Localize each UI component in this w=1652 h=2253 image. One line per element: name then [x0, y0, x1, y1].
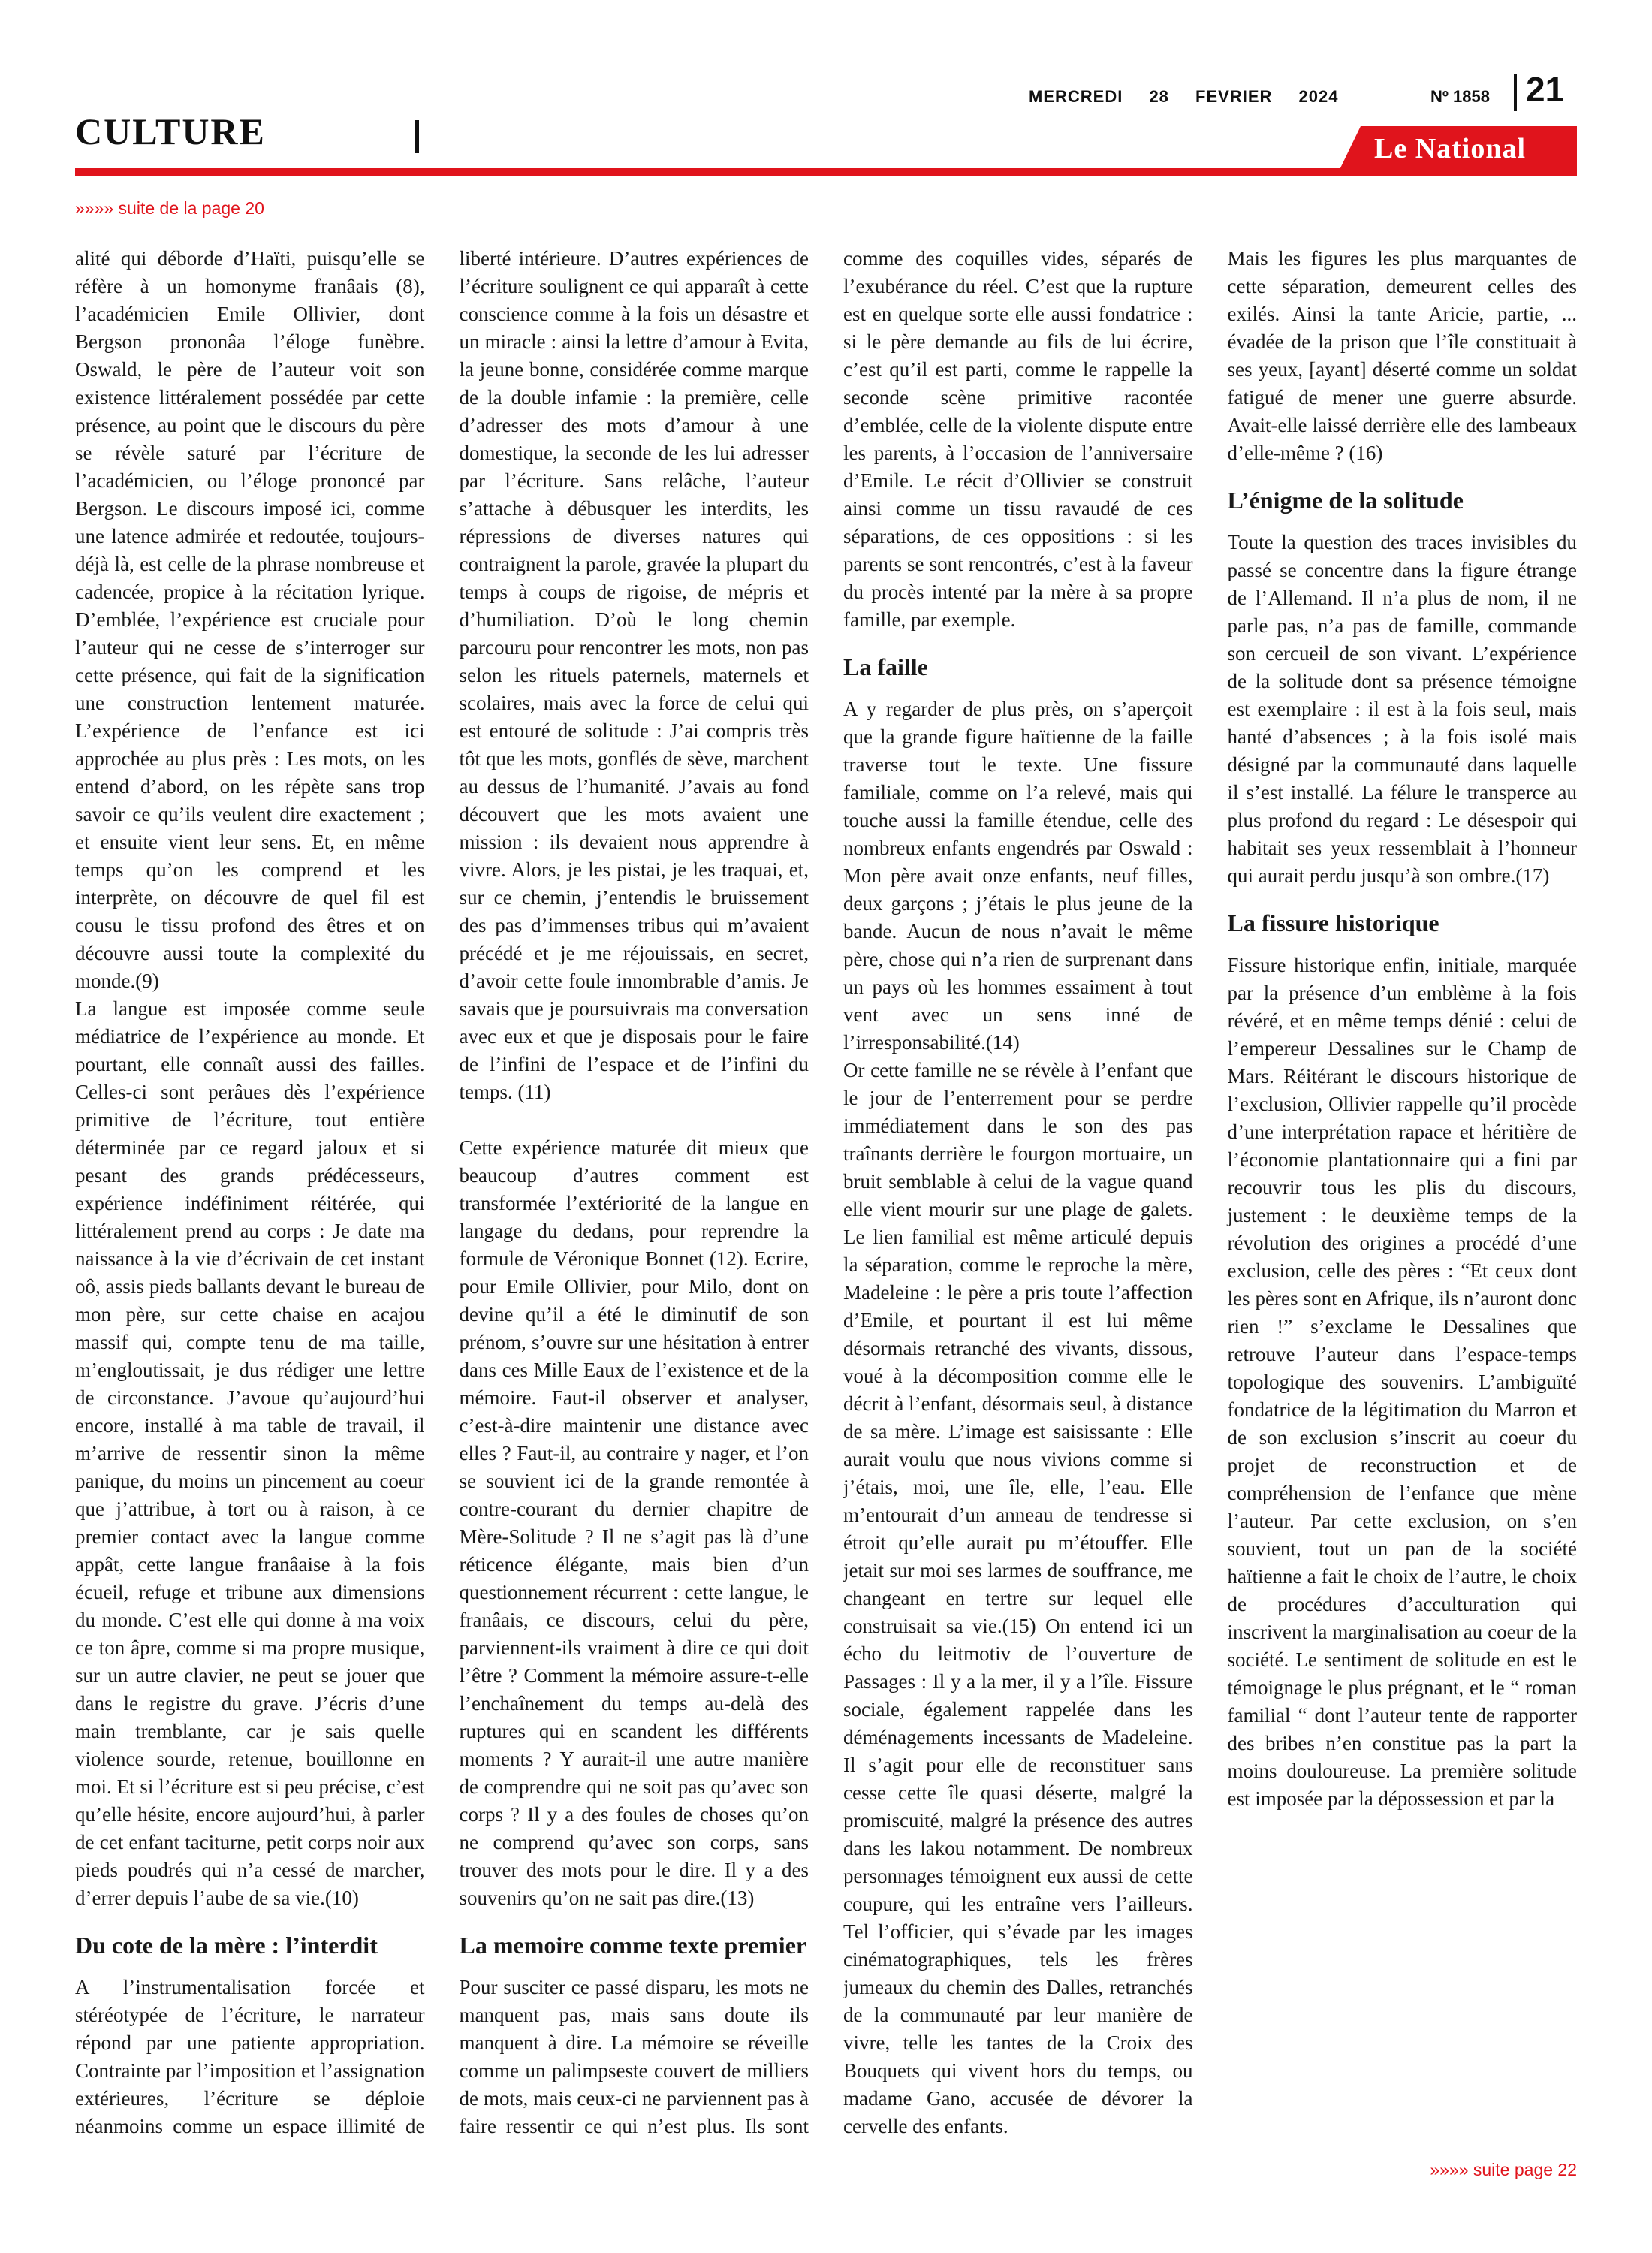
subheading: La faille: [843, 653, 928, 680]
article-body: [75, 245, 1577, 2152]
header-divider: [1514, 74, 1517, 111]
continued-from-link[interactable]: »»»» suite de la page 20: [75, 198, 264, 218]
paragraph: A y regarder de plus près, on s’aperçoit que la grande figure haïtienne de la faille traverse tout le texte. Une fissure familiale, comme on l’a relevé, mais qui touche aussi la famille étendue, celle des nombreux enfants engendrés par Oswald : Mon père avait onze enfants, neuf filles, deux garçons ; j’étais le plus jeune de la bande. Aucun de nous n’avait le même père, chose qui n’a rien de surprenant dans un pays où les hommes essaiment à tout vent avec un sens inné de l’irresponsabilité.(14): [843, 698, 1193, 1054]
brand-name: Le National: [1374, 133, 1527, 164]
subheading: La memoire comme texte premier: [459, 1932, 807, 1959]
subheading: La fissure historique: [1227, 909, 1439, 936]
section-bar: [415, 120, 419, 153]
paragraph: Or cette famille ne se révèle à l’enfant que le jour de l’enterrement pour se perdre immédiatement dans le son des pas traînants derrière le fourgon mortuaire, un bruit semblable à celui de la vague quand elle vient mourir sur une plage de galets. Le lien familial est même articulé depuis la séparation, comme le reproche la mère, Madeleine : le père a pris toute l’affection d’Emile, et pourtant il est lui même désormais retranché des vivants, dissous, voué à la décomposition comme elle le décrit à l’enfant, désormais seul, à distance de sa mère. L’image est saisissante : Elle aurait voulu que nous vivions comme si j’étais, moi, une île, elle, l’eau. Elle m’entourait d’un anneau de tendresse si étroit qu’elle aurait pu m’étouffer. Elle jetait sur moi ses larmes de souffrance, me changeant en tertre sur lequel elle construisait sa vie.(15) On entend ici un écho du leitmotiv de l’ouverture de Passages : Il y a la mer, il y a l’île. Fissure sociale, également rappelée dans les déménagements incessants de Madeleine. Il s’agit pour elle de reconstituer sans cesse cette île quasi déserte, malgré la promiscuité, malgré la présence des autres dans les lakou notamment. De nombreux personnages témoignent eux aussi de cette coupure, qui les entraîne vers l’ailleurs. Tel l’officier, qui s’évade par les images cinématographiques, tels les frères jumeaux du chemin des Dalles, retranchés de la communauté par leur manière de vivre, telle les tantes de la Croix des Bouquets qui vivent hors du temps, ou madame Gano, accusée de dévorer la cervelle des enfants.: [843, 1059, 1193, 2137]
paragraph: Fissure historique enfin, initiale, marquée par la présence d’un emblème à la fois révéré, et en même temps dénié : celui de l’empereur Dessalines sur le Champ de Mars. Réitérant le discours historique de l’exclusion, Ollivier rappelle qu’il procède d’une interprétation rapace et héritière de l’économie plantationnaire qui a fini par recouvrir tous les plis du discours, justement : le deuxième temps de la révolution des origines a procédé d’une exclusion, celle des pères : “Et ceux dont les pères sont en Afrique, ils n’auront donc rien !” s’exclame le Dessalines que retrouve l’auteur dans l’espace-temps topologique des souvenirs. L’ambiguïté fondatrice de la légitimation du Marron et de son exclusion s’inscrit au coeur du projet de reconstruction et de compréhension de l’enfance que mène l’auteur. Par cette exclusion, on s’en souvient, tout un pan de la société haïtienne a fait le choix de l’autre, le choix de procédures d’acculturation qui inscrivent la marginalisation au coeur de la société. Le sentiment de solitude en est le témoignage le plus prégnant, et le “ roman familial “ dont l’auteur tente de rapporter des bribes n’en constitue pas la part la moins douloureuse. La première solitude est imposée par la dépossession et par la: [1227, 954, 1577, 1810]
paragraph: Mais les figures les plus marquantes de cette séparation, demeurent celles des exilés. Ainsi la tante Aricie, partie, ... évadée de la prison que l’île constituait à ses yeux, [ayant] déserté comme un soldat fatigué de mener une guerre absurde. Avait-elle laissé derrière elle des lambeaux d’elle-même ? (16): [1227, 247, 1577, 464]
paragraph: alité qui déborde d’Haïti, puisqu’elle se réfère à un homonyme franâais (8), l’académicien Emile Ollivier, dont Bergson prononâa l’éloge funèbre. Oswald, le père de l’auteur voit son existence littéralement possédée par cette présence, au point que le discours du père se révèle saturé par l’écriture de l’académicien, ou l’éloge prononcé par Bergson. Le discours imposé ici, comme une latence admirée et redoutée, toujours-déjà là, est celle de la phrase nombreuse et cadencée, propice à la récitation lyrique. D’emblée, l’expérience est cruciale pour l’auteur qui ne cesse de s’interroger sur cette présence, qui fait de la signification une construction lentement maturée. L’expérience de l’enfance est ici approchée au plus près : Les mots, on les entend d’abord, on les répète sans trop savoir ce qu’ils veulent dire exactement ; et ensuite vient leur sens. Et, en même temps qu’on les comprend et les interprète, on découvre de quel fil est cousu le tissu profond des êtres et on découvre aussi toute la complexité du monde.(9): [75, 247, 425, 992]
subheading: L’énigme de la solitude: [1227, 487, 1464, 514]
paragraph: A l’instrumentalisation forcée et stéréotypée de l’écriture, le narrateur répond par une patiente appropriation. Contrainte par l’imposition et l’assignation extérieures, l’écriture se déploie néanmoins comme un espace illimité de liberté intérieure. D’autres expériences de l’écriture soulignent ce qui apparaît à cette conscience comme à la fois un désastre et un miracle : ainsi la lettre d’amour à Evita, la jeune bonne, considérée comme marque de la double infamie : la première, celle d’adresser des mots d’amour à une domestique, la seconde de les lui adresser par l’écriture. Sans relâche, l’auteur s’attache à débusquer les interdits, les répressions de diverses natures qui contraignent la parole, gravée la plupart du temps à coups de rigoise, de mépris et d’humiliation. D’où le long chemin parcouru pour rencontrer les mots, non pas selon les rituels paternels, maternels et scolaires, mais avec la force de celui qui est entouré de solitude : J’ai compris très tôt que les mots, gonflés de sève, marchent au dessus de l’humanité. J’avais au fond découvert que les mots avaient une mission : ils devaient nous apprendre à vivre. Alors, je les pistai, je les traquai, et, sur ce chemin, j’entendis le bruissement des pas d’immenses tribus qui m’avaient précédé et je me réjouissais, en secret, d’avoir cette foule innombrable d’amis. Je savais que je poursuivrais ma conversation avec eux et que je disposais pour le faire de l’infini de l’espace et de l’infini du temps. (11): [75, 247, 809, 2137]
page-number: 21: [1526, 70, 1565, 109]
subheading: Du cote de la mère : l’interdit: [75, 1932, 378, 1959]
continued-to-link[interactable]: »»»» suite page 22: [1430, 2160, 1577, 2179]
paragraph: Pour susciter ce passé disparu, les mots ne manquent pas, mais sans doute ils manquent à dire. La mémoire se réveille comme un palimpseste couvert de milliers de mots, mais ceux-ci ne parviennent pas à faire ressentir ce qui n’est plus. Ils sont comme des coquilles vides, séparés de l’exubérance du réel. C’est que la rupture est en quelque sorte elle aussi fondatrice : si le père demande au fils de lui écrire, c’est qu’il est parti, comme le rappelle la seconde scène primitive racontée d’emblée, celle de la violente dispute entre les parents, à l’occasion de l’anniversaire d’Emile. Le récit d’Ollivier se construit ainsi comme un tissu ravaudé de ces séparations, de ces oppositions : si les parents se sont rencontrés, c’est à la faveur du procès intenté par la mère à sa propre famille, par exemple.: [459, 247, 1193, 2137]
issue-number: Nº 1858: [1430, 87, 1490, 106]
issue-date: MERCREDI 28 FEVRIER 2024: [1029, 87, 1339, 106]
section-title: CULTURE: [75, 110, 266, 152]
paragraph: La langue est imposée comme seule médiatrice de l’expérience au monde. Et pourtant, elle connaît aussi des failles. Celles-ci sont perâues dès l’expérience primitive de l’écriture, tout entière déterminée par ce regard jaloux et si pesant des grands prédécesseurs, expérience indéfiniment réitérée, qui littéralement prend au corps : Je date ma naissance à la vie d’écrivain de cet instant oô, assis pieds ballants devant le bureau de mon père, sur cette chaise en acajou massif qui, compte tenu de ma taille, m’engloutissait, je dus rédiger une lettre de circonstance. J’avoue qu’aujourd’hui encore, installé à ma table de travail, il m’arrive de ressentir sinon la même panique, du moins un pincement au coeur que j’attribue, à tort ou à raison, à ce premier contact avec la langue comme appât, cette langue franâaise à la fois écueil, refuge et tribune aux dimensions du monde. C’est elle qui donne à ma voix ce ton âpre, comme si ma propre musique, sur un autre clavier, ne peut se jouer que dans le registre du grave. J’écris d’une main tremblante, car je sais quelle violence sourde, retenue, bouillonne en moi. Et si l’écriture est si peu précise, c’est qu’elle hésite, encore aujourd’hui, à parler de cet enfant taciturne, petit corps noir aux pieds poudrés qui n’a cessé de marcher, d’errer depuis l’aube de sa vie.(10): [75, 997, 425, 1909]
paragraph: Cette expérience maturée dit mieux que beaucoup d’autres comment est transformée l’extériorité de la langue en langage du dedans, pour reprendre la formule de Véronique Bonnet (12). Ecrire, pour Emile Ollivier, pour Milo, dont on devine qu’il a été le diminutif de son prénom, s’ouvre sur une hésitation à entrer dans ces Mille Eaux de l’existence et de la mémoire. Faut-il observer et analyser, c’est-à-dire maintenir une distance avec elles ? Faut-il, au contraire y nager, et l’on se souvient ici de la grande remontée à contre-courant du dernier chapitre de Mère-Solitude ? Il ne s’agit pas là d’une réticence élégante, mais bien d’un questionnement récurrent : cette langue, le franâais, ce discours, celui du père, parviennent-ils vraiment à dire ce qui doit l’être ? Comment la mémoire assure-t-elle l’enchaînement du temps au-delà des ruptures qui en scandent les différents moments ? Y aurait-il une autre manière de comprendre qui ne soit pas qu’avec son corps ? Il y a des foules de choses qu’on ne comprend qu’avec son corps, sans trouver des mots pour le dire. Il y a des souvenirs qu’on ne sait pas dire.(13): [459, 1136, 809, 1909]
paragraph: Toute la question des traces invisibles du passé se concentre dans la figure étrange de l’Allemand. Il n’a plus de nom, il ne parle pas, n’a pas de famille, commande son cercueil de son vivant. L’expérience de la solitude dont sa présence témoigne est exemplaire : il est à la fois seul, mais hanté d’absences ; à la fois isolé mais désigné par la communauté dans laquelle il s’est installé. La félure le transperce au plus profond du regard : Le désespoir qui habitait ses yeux ressemblait à l’honneur qui aurait perdu jusqu’à son ombre.(17): [1227, 531, 1577, 887]
